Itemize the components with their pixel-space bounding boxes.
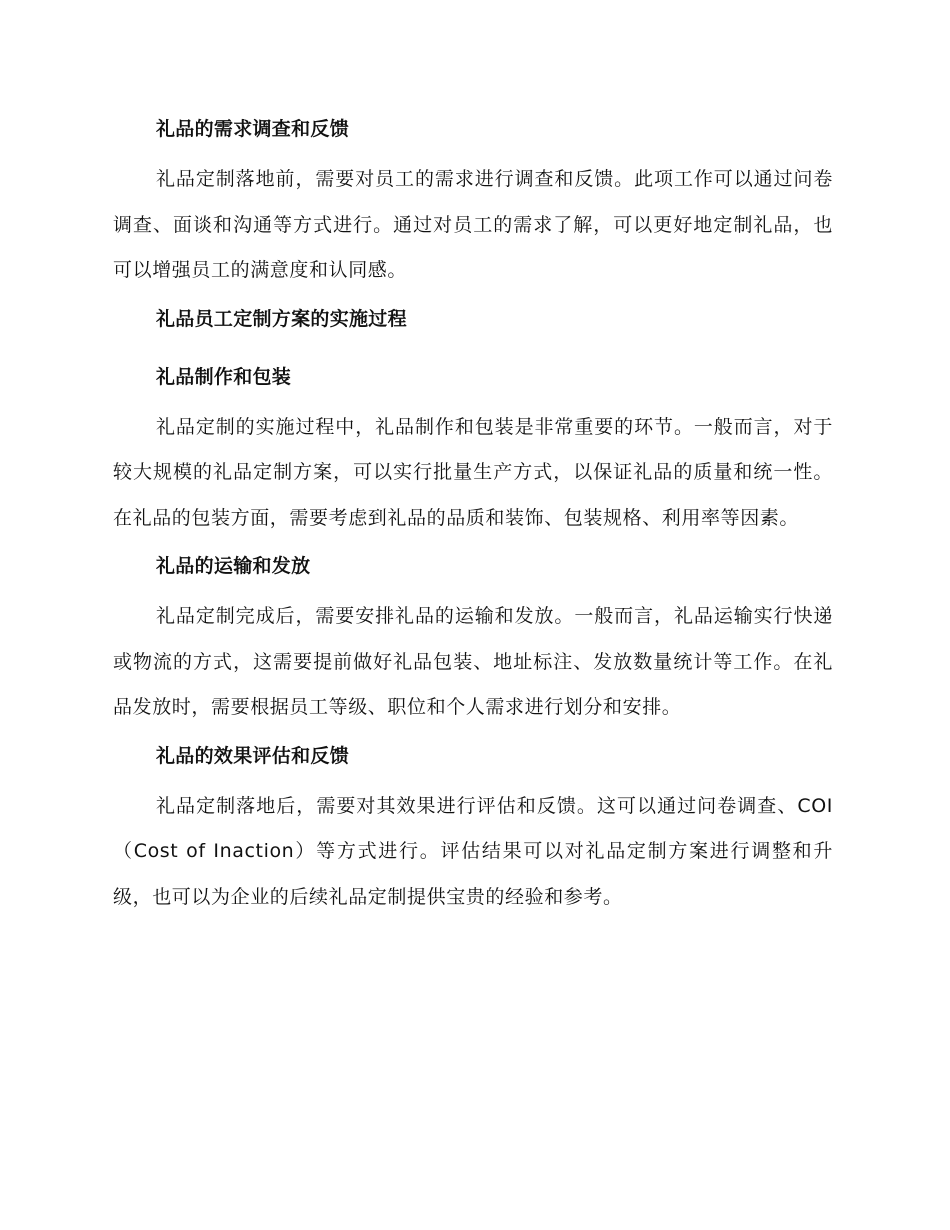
section-heading-implementation-process: 礼品员工定制方案的实施过程 [156, 307, 407, 330]
section-paragraph-production-packaging: 礼品定制的实施过程中，礼品制作和包装是非常重要的环节。一般而言，对于较大规模的礼品定制方案，可以实行批量生产方式，以保证礼品的质量和统一性。在礼品的包装方面，需要考虑到礼品的品质和装饰、包装规格、利用率等因素。 [113, 415, 833, 529]
section-paragraph-transport-distribution: 礼品定制完成后，需要安排礼品的运输和发放。一般而言，礼品运输实行快递或物流的方式，这需要提前做好礼品包装、地址标注、发放数量统计等工作。在礼品发放时，需要根据员工等级、职位和个人需求进行划分和安排。 [113, 605, 833, 718]
section-heading-production-packaging: 礼品制作和包装 [156, 365, 292, 388]
section-heading-transport-distribution: 礼品的运输和发放 [156, 555, 311, 577]
section-paragraph-effect-evaluation: 礼品定制落地后，需要对其效果进行评估和反馈。这可以通过问卷调查、COI（Cost of Inaction）等方式进行。评估结果可以对礼品定制方案进行调整和升级，也可以为企业的后续礼品定制提供宝贵的经验和参考。 [113, 794, 833, 908]
document-body [113, 114, 833, 920]
section-heading-demand-survey: 礼品的需求调查和反馈 [156, 118, 350, 140]
section-paragraph-demand-survey: 礼品定制落地前，需要对员工的需求进行调查和反馈。此项工作可以通过问卷调查、面谈和沟通等方式进行。通过对员工的需求了解，可以更好地定制礼品，也可以增强员工的满意度和认同感。 [113, 168, 833, 281]
section-heading-effect-evaluation: 礼品的效果评估和反馈 [156, 744, 350, 767]
